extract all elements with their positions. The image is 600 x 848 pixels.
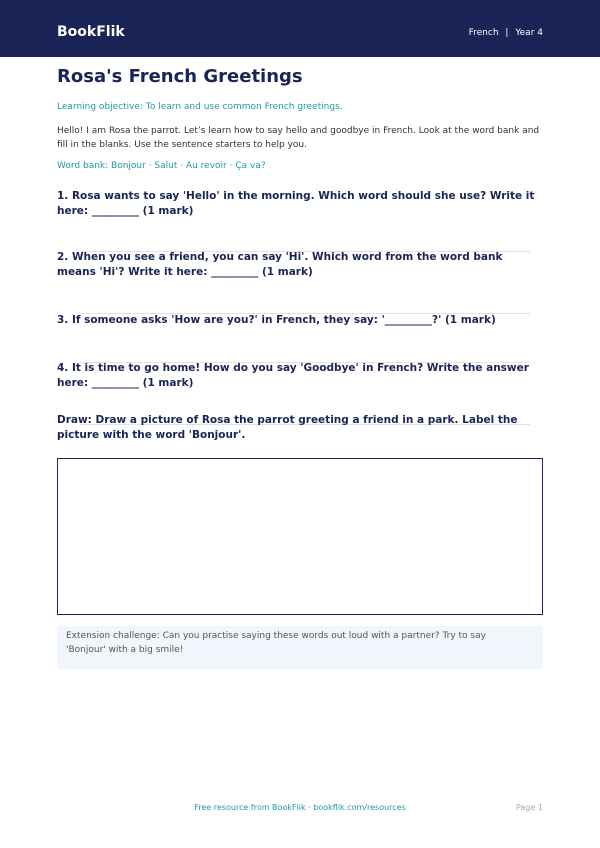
question-4: 4. It is time to go home! How do you say 'Goodbye' in French? Write the answer here: _________ (1 mark) xyxy=(57,362,529,389)
draw-prompt: Draw: Draw a picture of Rosa the parrot greeting a friend in a park. Label the picture with the word 'Bonjour'. xyxy=(57,414,518,441)
year-label: Year 4 xyxy=(515,28,543,38)
header-bar xyxy=(0,0,600,57)
question-2: 2. When you see a friend, you can say 'Hi'. Which word from the word bank means 'Hi'? Write it here: _________ (1 mark) xyxy=(57,251,503,278)
intro-text: Hello! I am Rosa the parrot. Let’s learn how to say hello and goodbye in French. Look at the word bank and fill in the blanks. Use the sentence starters to help you. xyxy=(57,126,540,150)
extension-box xyxy=(57,626,543,669)
question-3: 3. If someone asks 'How are you?' in French, they say: '_________?' (1 mark) xyxy=(57,314,496,326)
brand-logo[interactable]: BookFlik xyxy=(57,24,125,40)
word-bank: Word bank: Bonjour · Salut · Au revoir · Ça va? xyxy=(57,161,266,171)
footer-credit[interactable]: Free resource from BookFlik · bookflik.com/resources xyxy=(194,803,406,812)
extension-text: Extension challenge: Can you practise saying these words out loud with a partner? Try to say 'Bonjour' with a big smile! xyxy=(66,631,486,655)
drawing-area[interactable] xyxy=(57,458,543,615)
question-1: 1. Rosa wants to say 'Hello' in the morning. Which word should she use? Write it here: _________ (1 mark) xyxy=(57,190,535,217)
subject-label: French xyxy=(468,28,499,38)
subject-year-meta xyxy=(469,27,543,39)
meta-separator: | xyxy=(505,28,509,38)
page-title: Rosa's French Greetings xyxy=(57,66,303,87)
page-number: Page 1 xyxy=(516,803,543,812)
learning-objective: Learning objective: To learn and use common French greetings. xyxy=(57,102,343,112)
